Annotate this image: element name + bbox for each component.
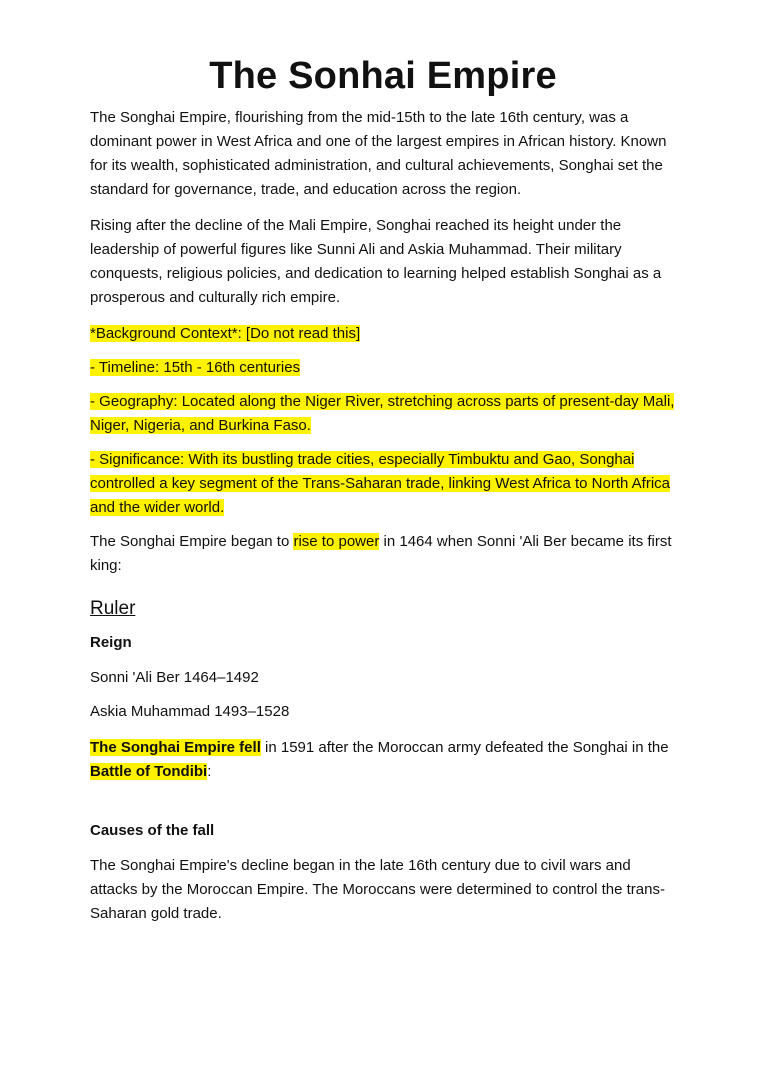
fall-end-text: :	[207, 763, 212, 780]
background-context-heading	[90, 322, 676, 346]
background-geography	[90, 390, 676, 438]
rise-paragraph: Rising after the decline of the Mali Empire, Songhai reached its height under the leadership of powerful figures like Sunni Ali and Askia Muhammad. Their military conquests, religious policies, and dedication to learning helped establish Songhai as a prosperous and culturally rich empire.	[90, 217, 662, 306]
ruler-heading: Ruler	[90, 598, 136, 619]
ruler-item: Sonni 'Ali Ber 1464–1492	[90, 669, 259, 686]
causes-heading: Causes of the fall	[90, 822, 215, 839]
fall-highlight-battle: Battle of Tondibi	[90, 763, 208, 780]
fall-paragraph	[90, 736, 676, 784]
fall-middle-text: in 1591 after the Moroccan army defeated the Songhai in the	[260, 739, 669, 756]
reign-label: Reign	[90, 634, 132, 651]
background-timeline-text: - Timeline: 15th - 16th centuries	[90, 359, 301, 376]
background-geography-text: - Geography: Located along the Niger River, stretching across parts of present-day Mali, Niger, Nigeria, and Burkina Faso.	[90, 393, 675, 434]
rise-to-power-highlight: rise to power	[293, 533, 380, 550]
rise-to-power-before: The Songhai Empire began to	[90, 533, 294, 550]
background-significance	[90, 448, 676, 520]
rise-to-power-paragraph	[90, 530, 676, 578]
causes-paragraph: The Songhai Empire's decline began in the late 16th century due to civil wars and attacks by the Moroccan Empire. The Moroccans were determined to control the trans-Saharan gold trade.	[90, 857, 665, 922]
background-context-heading-text: *Background Context*: [Do not read this]	[90, 325, 361, 342]
intro-paragraph: The Songhai Empire, flourishing from the mid-15th to the late 16th century, was a dominant power in West Africa and one of the largest empires in African history. Known for its wealth, sophisticated administration, and cultural achievements, Songhai set the standard for governance, trade, and education across the region.	[90, 109, 667, 198]
document-page	[0, 52, 768, 1076]
background-timeline	[90, 356, 676, 380]
ruler-item: Askia Muhammad 1493–1528	[90, 703, 290, 720]
rise-to-power-after: in 1464 when Sonni 'Ali Ber became its first king:	[90, 533, 672, 574]
page-title: The Sonhai Empire	[209, 55, 557, 97]
background-significance-text: - Significance: With its bustling trade cities, especially Timbuktu and Gao, Songhai controlled a key segment of the Trans-Saharan trade, linking West Africa to North Africa and the wider world.	[90, 451, 671, 516]
fall-highlight-primary: The Songhai Empire fell	[90, 739, 261, 756]
